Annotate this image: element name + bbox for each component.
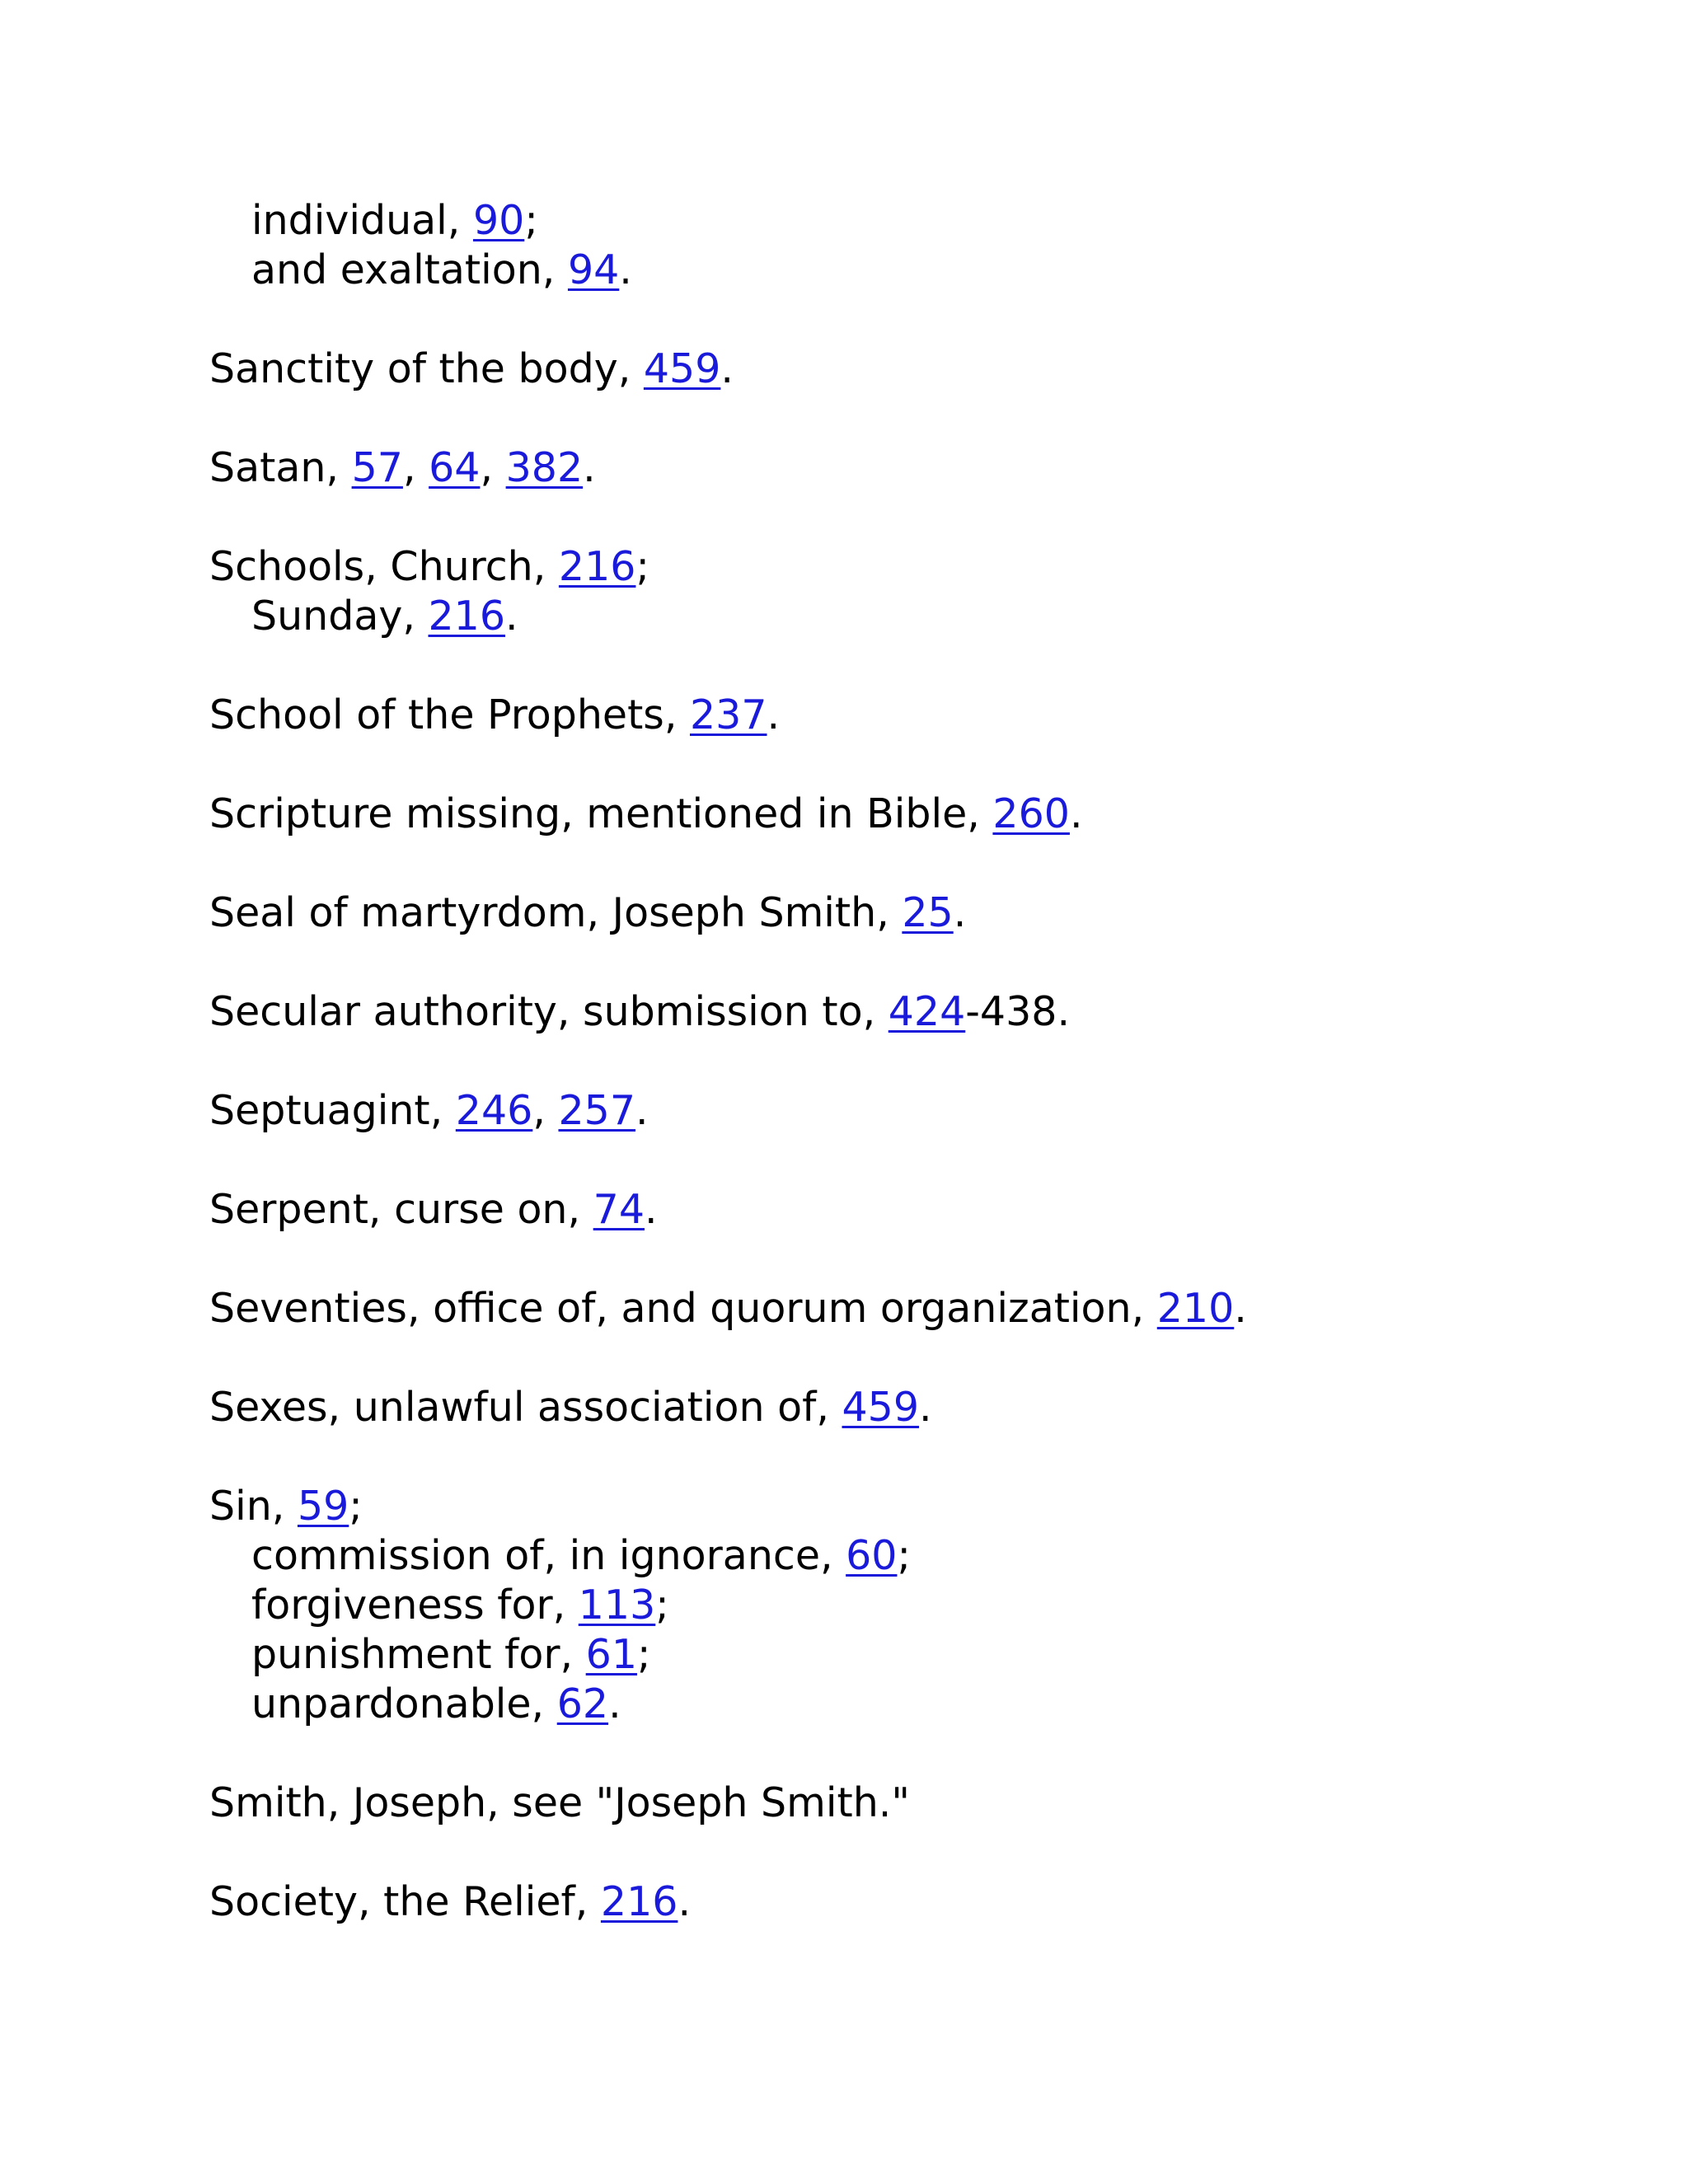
index-text: individual,: [251, 197, 473, 244]
index-text: Serpent, curse on,: [209, 1186, 593, 1233]
page-reference-link[interactable]: 246: [455, 1087, 533, 1134]
index-subentry-line: [209, 196, 1611, 246]
index-entry-line: [209, 888, 1611, 938]
index-text: Sunday,: [251, 593, 429, 640]
index-entry-line: [209, 1877, 1611, 1927]
index-entry: [209, 1877, 1611, 1927]
index-text: Satan,: [209, 444, 352, 491]
index-text: unpardonable,: [251, 1680, 557, 1727]
index-entry: [209, 1779, 1611, 1828]
index-entry-line: [209, 344, 1611, 394]
index-text: .: [583, 444, 596, 491]
index-entry-line: [209, 1779, 1611, 1828]
page-reference-link[interactable]: 459: [643, 345, 721, 392]
index-text: Society, the Relief,: [209, 1878, 601, 1925]
page-reference-link[interactable]: 216: [428, 593, 506, 640]
index-entry-line: [209, 1284, 1611, 1333]
index-text: .: [505, 593, 518, 640]
index-text: Seal of martyrdom, Joseph Smith,: [209, 889, 903, 936]
index-text: Sexes, unlawful association of,: [209, 1384, 842, 1431]
page-reference-link[interactable]: 237: [689, 691, 767, 738]
index-entry: [209, 1482, 1611, 1729]
index-entry-line: [209, 987, 1611, 1037]
index-entry-line: [209, 1383, 1611, 1432]
index-entry-line: [209, 1086, 1611, 1136]
page-reference-link[interactable]: 60: [846, 1532, 898, 1579]
index-entry: [209, 1185, 1611, 1235]
index-text: ;: [637, 1631, 651, 1678]
index-text: ;: [524, 197, 538, 244]
index-text: ;: [349, 1483, 363, 1530]
index-text: ,: [402, 444, 429, 491]
index-entry: [209, 691, 1611, 740]
index-text: -438.: [965, 988, 1071, 1035]
page-reference-link[interactable]: 90: [472, 197, 525, 244]
index-text: .: [767, 691, 781, 738]
index-entry: [209, 790, 1611, 839]
index-text: commission of, in ignorance,: [251, 1532, 846, 1579]
page-reference-link[interactable]: 59: [297, 1483, 349, 1530]
page-reference-link[interactable]: 64: [429, 444, 481, 491]
index-text: ;: [897, 1532, 911, 1579]
page-reference-link[interactable]: 57: [351, 444, 403, 491]
index-subentry-line: [209, 1680, 1611, 1729]
page-reference-link[interactable]: 94: [567, 246, 620, 293]
index-text: .: [645, 1186, 658, 1233]
index-text: .: [1069, 790, 1083, 837]
index-subentry-line: [209, 1531, 1611, 1581]
index-text: Schools, Church,: [209, 543, 559, 590]
index-text: .: [1234, 1285, 1247, 1332]
index-text: .: [619, 246, 632, 293]
page-reference-link[interactable]: 260: [992, 790, 1070, 837]
index-text: .: [953, 889, 967, 936]
index-text: .: [635, 1087, 649, 1134]
index-entry-line: [209, 542, 1611, 592]
index-subentry-line: [209, 1581, 1611, 1630]
index-subentry-line: [209, 1630, 1611, 1680]
page-reference-link[interactable]: 25: [902, 889, 954, 936]
page-reference-link[interactable]: 216: [600, 1878, 678, 1925]
index-text: School of the Prophets,: [209, 691, 690, 738]
page-reference-link[interactable]: 210: [1156, 1285, 1235, 1332]
index-text: Sin,: [209, 1483, 298, 1530]
index-entry: [209, 888, 1611, 938]
index-entry: [209, 196, 1611, 295]
index-text: ,: [532, 1087, 559, 1134]
page-reference-link[interactable]: 216: [558, 543, 636, 590]
page-reference-link[interactable]: 459: [842, 1384, 920, 1431]
index-subentry-line: [209, 246, 1611, 295]
index-text: Seventies, office of, and quorum organization,: [209, 1285, 1157, 1332]
index-subentry-line: [209, 592, 1611, 641]
index-text: ;: [635, 543, 649, 590]
index-text: punishment for,: [251, 1631, 586, 1678]
index-text: .: [720, 345, 734, 392]
page-reference-link[interactable]: 74: [593, 1186, 645, 1233]
index-entry: [209, 987, 1611, 1037]
index-text: Smith, Joseph, see "Joseph Smith.": [209, 1779, 910, 1826]
index-entry: [209, 1284, 1611, 1333]
index-entry-line: [209, 1185, 1611, 1235]
page-reference-link[interactable]: 424: [888, 988, 966, 1035]
index-text: Scripture missing, mentioned in Bible,: [209, 790, 993, 837]
index-text: ,: [480, 444, 506, 491]
page-reference-link[interactable]: 382: [505, 444, 584, 491]
index-entry-line: [209, 443, 1611, 493]
index-entry: [209, 1086, 1611, 1136]
index-entry: [209, 443, 1611, 493]
index-entry: [209, 542, 1611, 641]
index-entry-line: [209, 691, 1611, 740]
page-reference-link[interactable]: 113: [578, 1582, 656, 1629]
index-text: .: [608, 1680, 621, 1727]
page-reference-link[interactable]: 61: [585, 1631, 638, 1678]
index-text: ;: [655, 1582, 669, 1629]
index-text: Sanctity of the body,: [209, 345, 644, 392]
index-entry-line: [209, 790, 1611, 839]
index-entry-line: [209, 1482, 1611, 1531]
index-list: [209, 196, 1611, 1976]
index-entry: [209, 344, 1611, 394]
index-text: forgiveness for,: [251, 1582, 579, 1629]
index-text: .: [919, 1384, 932, 1431]
index-text: and exaltation,: [251, 246, 568, 293]
index-text: Septuagint,: [209, 1087, 456, 1134]
index-entry: [209, 1383, 1611, 1432]
index-text: .: [678, 1878, 692, 1925]
page-reference-link[interactable]: 257: [558, 1087, 636, 1134]
index-text: Secular authority, submission to,: [209, 988, 889, 1035]
page-reference-link[interactable]: 62: [556, 1680, 609, 1727]
